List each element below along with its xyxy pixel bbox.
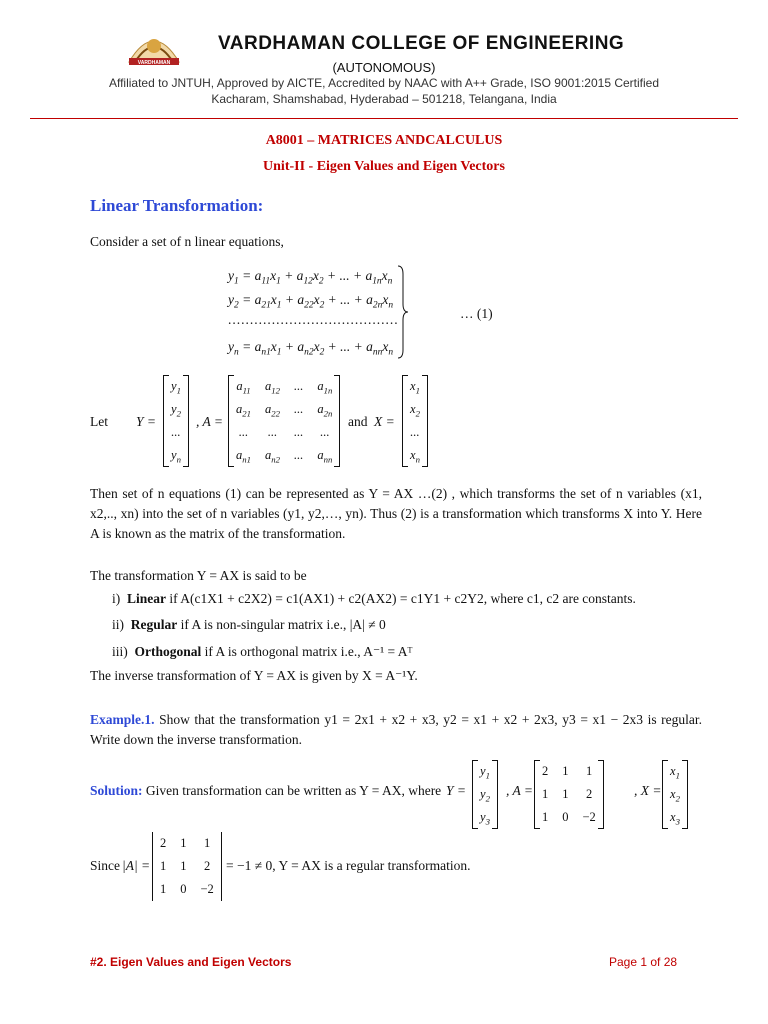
vector-x: $x_1$ $x_2$ ... $x_n$ bbox=[402, 375, 428, 467]
svg-text:VARDHAMAN: VARDHAMAN bbox=[137, 60, 171, 66]
right-brace bbox=[396, 264, 410, 360]
said-to-be-text: The transformation Y = AX is said to be bbox=[90, 568, 307, 583]
x-equals: X = bbox=[374, 414, 395, 429]
list-text: if A is orthogonal matrix i.e., A⁻¹ = Aᵀ bbox=[201, 644, 413, 659]
list-num: iii) bbox=[112, 644, 128, 659]
college-name: VARDHAMAN COLLEGE OF ENGINEERING bbox=[218, 33, 625, 54]
determinant-a: 2 1 1 1 1 2 1 0 −2 bbox=[152, 832, 222, 901]
list-num: ii) bbox=[112, 617, 124, 632]
a-equals-2: , A = bbox=[506, 783, 533, 798]
affiliation-line: Affiliated to JNTUH, Approved by AICTE, Accredited by NAAC with A++ Grade, ISO 9001:2015 Certified bbox=[108, 76, 660, 90]
intro-text: Consider a set of n linear equations, bbox=[90, 234, 284, 249]
list-term: Regular bbox=[130, 617, 178, 632]
paragraph-transformation: Then set of n equations (1) can be represented as Y = AX …(2) , which transforms the set of n variables (x1, x2,.., xn) into the set of n variables (y1, y2,…, yn). Thus (2) is a transformation which transforms X into Y. Here A is known as the matrix of the transformation. bbox=[90, 486, 702, 541]
equation-row-n: $y_n = a_{n1}x_1 + a_{n2}x_2$ + ... + $a_{nn}x_n$ bbox=[228, 339, 394, 358]
example-paragraph bbox=[90, 710, 702, 750]
unit-title: Unit-II - Eigen Values and Eigen Vectors bbox=[263, 159, 505, 174]
solution-label: Solution: bbox=[90, 783, 143, 798]
autonomous-label: (AUTONOMOUS) bbox=[332, 60, 436, 75]
equation-row-1: $y_1 = a_{11}x_1 + a_{12}x_2$ + ... + $a_{1n}x_n$ bbox=[228, 268, 393, 287]
list-item-linear bbox=[112, 589, 636, 609]
footer-page-number: Page 1 of 28 bbox=[609, 955, 678, 969]
list-num: i) bbox=[112, 591, 121, 606]
y-equals: Y = bbox=[136, 414, 156, 429]
list-text: if A(c1X1 + c2X2) = c1(AX1) + c2(AX2) = c1Y1 + c2Y2, where c1, c2 are constants. bbox=[166, 591, 636, 606]
and-label: and bbox=[348, 414, 368, 429]
equation-dots: ....................................... bbox=[228, 312, 399, 327]
section-title: Linear Transformation: bbox=[90, 196, 264, 215]
matrix-a-example: 2 1 1 1 1 2 1 0 −2 bbox=[534, 760, 604, 829]
list-term: Orthogonal bbox=[134, 644, 202, 659]
header-divider bbox=[30, 118, 738, 119]
det-a-label: |A| = bbox=[122, 858, 151, 873]
footer-chapter: #2. Eigen Values and Eigen Vectors bbox=[90, 955, 292, 969]
list-item-orthogonal bbox=[112, 642, 412, 662]
equation-number: … (1) bbox=[460, 306, 493, 321]
course-title: A8001 – MATRICES ANDCALCULUS bbox=[265, 133, 503, 148]
list-text: if A is non-singular matrix i.e., |A| ≠ 0 bbox=[177, 617, 386, 632]
solution-line bbox=[90, 781, 441, 801]
let-label: Let bbox=[90, 414, 108, 429]
x-equals-2: , X = bbox=[634, 783, 662, 798]
list-term: Linear bbox=[127, 591, 166, 606]
vector-x-example: $x_1$ $x_2$ $x_3$ bbox=[662, 760, 688, 829]
a-equals: , A = bbox=[196, 414, 223, 429]
y-equals-2: Y = bbox=[446, 783, 466, 798]
address-line: Kacharam, Shamshabad, Hyderabad – 501218, Telangana, India bbox=[211, 92, 557, 106]
since-label: Since bbox=[90, 858, 120, 873]
example-text: Show that the transformation y1 = 2x1 + x2 + x3, y2 = x1 + x2 + 2x3, y3 = x1 − 2x3 is regular. Write down the inverse transformation. bbox=[90, 712, 702, 747]
equation-row-2: $y_2 = a_{21}x_1 + a_{22}x_2$ + ... + $a_{2n}x_n$ bbox=[228, 292, 394, 311]
solution-text: Given transformation can be written as Y = AX, where bbox=[145, 783, 442, 798]
matrix-a-general: $a_{11}$ $a_{12}$ ... $a_{1n}$ $a_{21}$ $a_{22}$ ... $a_{2n}$ ... ... ... ... $a_{n1}$ $a_{n2}$ ... $a_{nn}$ bbox=[228, 375, 340, 467]
list-item-regular bbox=[112, 615, 386, 635]
vector-y: $y_1$ $y_2$ ... $y_n$ bbox=[163, 375, 189, 467]
vector-y-example: $y_1$ $y_2$ $y_3$ bbox=[472, 760, 498, 829]
since-result: = −1 ≠ 0, Y = AX is a regular transformation. bbox=[226, 858, 471, 873]
inverse-line: The inverse transformation of Y = AX is given by X = A⁻¹Y. bbox=[90, 668, 418, 683]
example-label: Example.1. bbox=[90, 712, 155, 727]
